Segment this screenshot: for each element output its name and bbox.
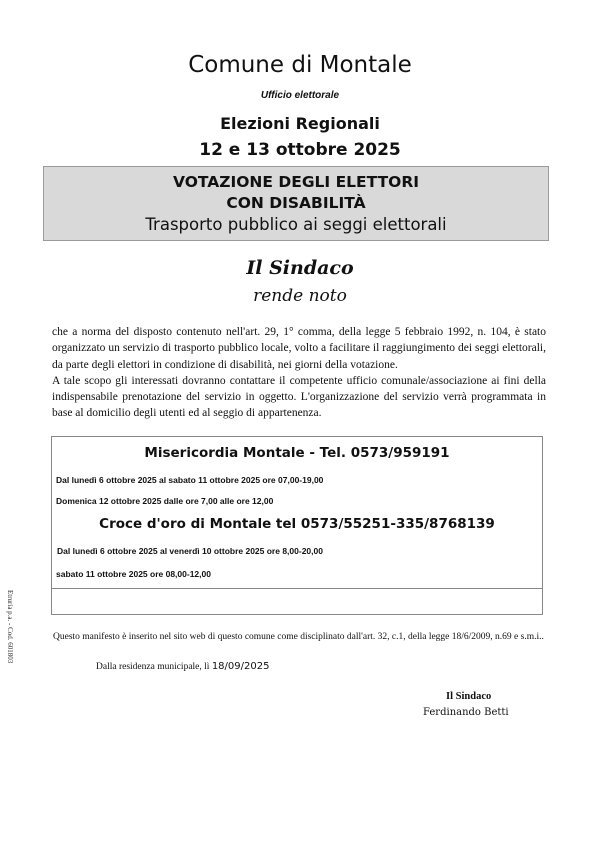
body-text	[52, 324, 546, 422]
election-date: 12 e 13 ottobre 2025	[199, 140, 401, 160]
web-notice: Questo manifesto è inserito nel sito web di questo comune come disciplinato dall'art. 32, c.1, della legge 18/6/2009, n.69 e s.m.i..	[53, 632, 544, 642]
misericordia-hours-2: Domenica 12 ottobre 2025 dalle ore 7,00 alle ore 12,00	[56, 496, 274, 506]
sindaco-heading: Il Sindaco	[246, 257, 354, 279]
title-box	[43, 166, 549, 241]
ufficio-subtitle: Ufficio elettorale	[260, 90, 340, 101]
croce-hours-2: sabato 11 ottobre 2025 ore 08,00-12,00	[56, 569, 211, 579]
title-line-3: Trasporto pubblico ai seggi elettorali	[145, 215, 447, 234]
contact-croce-doro: Croce d'oro di Montale tel 0573/55251-335/8768139	[99, 516, 495, 532]
comune-title: Comune di Montale	[188, 52, 412, 78]
croce-hours-1: Dal lunedì 6 ottobre 2025 al venerdì 10 ottobre 2025 ore 8,00-20,00	[57, 546, 323, 556]
contact-box	[51, 436, 543, 615]
body-paragraph-1: che a norma del disposto contenuto nell'art. 29, 1° comma, della legge 5 febbraio 1992, n. 104, è stato organizzato un servizio di trasporto pubblico locale, volto a facilitare il raggiungimento dei seggi elettorali, da parte degli elettori in condizione di disabilità, nei giorni della votazione.	[52, 326, 546, 371]
rende-noto: rende noto	[253, 286, 347, 306]
residenza-prefix: Dalla residenza municipale, lì	[96, 662, 212, 672]
signature-title: Il Sindaco	[446, 691, 492, 702]
printer-side-text: Etruria p.a. - Cod. 601803	[6, 590, 14, 664]
misericordia-hours-1: Dal lunedì 6 ottobre 2025 al sabato 11 ottobre 2025 ore 07,00-19,00	[56, 475, 324, 485]
body-paragraph-2: A tale scopo gli interessati dovranno contattare il competente ufficio comunale/associazione ai fini della indispensabile prenotazione del servizio in oggetto. L'organizzazione del servizio verrà programmata in base al domicilio degli utenti ed al seggio di appartenenza.	[52, 374, 546, 420]
residenza-date: 18/09/2025	[211, 661, 270, 672]
contact-divider	[52, 588, 542, 589]
title-line-2: CON DISABILITÀ	[226, 194, 366, 212]
contact-misericordia: Misericordia Montale - Tel. 0573/959191	[144, 445, 450, 461]
signature-name: Ferdinando Betti	[423, 707, 509, 718]
residenza-line	[96, 661, 269, 672]
title-line-1: VOTAZIONE DEGLI ELETTORI	[172, 173, 420, 191]
elezioni-heading: Elezioni Regionali	[220, 114, 380, 133]
